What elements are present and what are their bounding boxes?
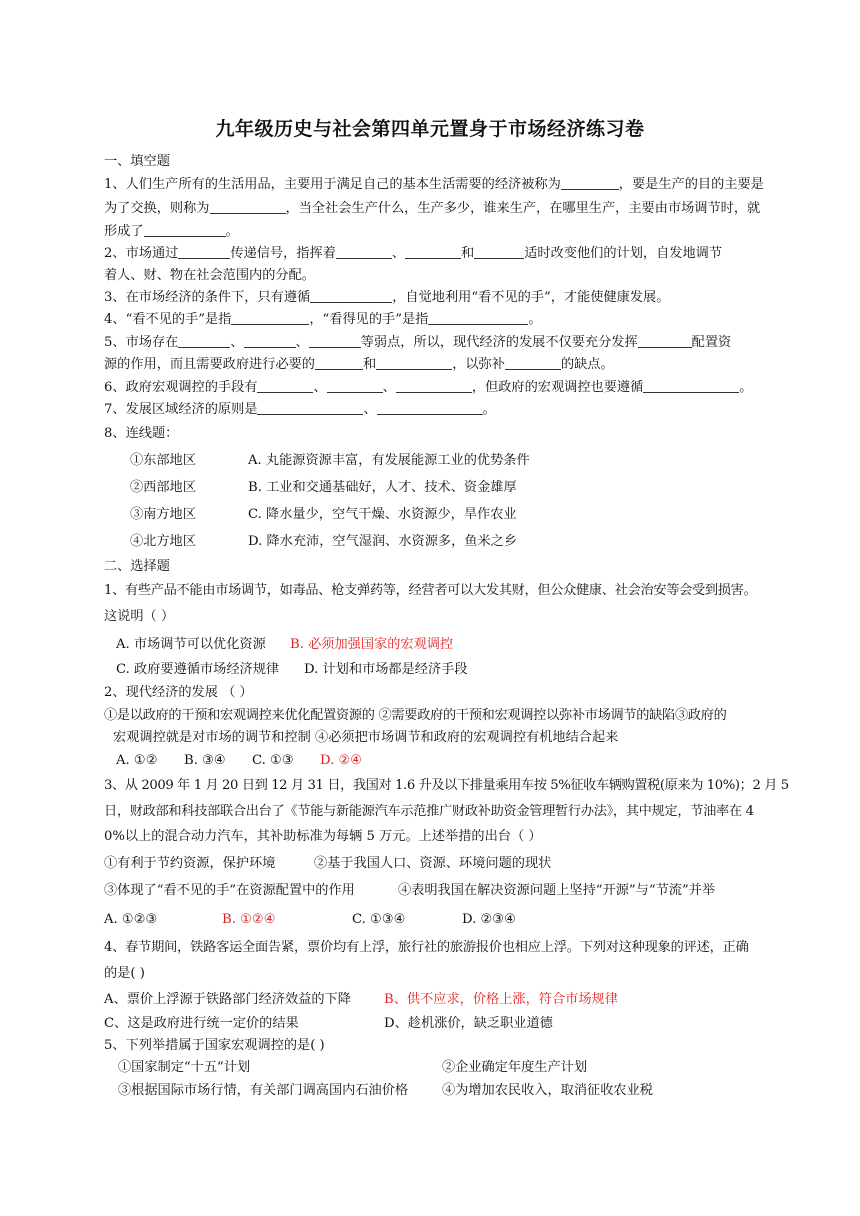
statement-4: ④为增加农民收入，取消征收农业税 bbox=[442, 1083, 653, 1098]
q4-line: 4、“看不见的手”是指 ，“看得见的手”是指 。 bbox=[104, 312, 542, 327]
match-row bbox=[130, 451, 790, 471]
q1-line3: 形成了 。 bbox=[104, 224, 239, 239]
s2-q4-options-ab bbox=[104, 990, 764, 1010]
match-left-item[interactable]: ①东部地区 bbox=[130, 453, 196, 468]
blank[interactable] bbox=[377, 400, 483, 415]
option-c[interactable]: C. 政府要遵循市场经济规律 bbox=[116, 662, 280, 677]
blank[interactable] bbox=[327, 378, 383, 393]
section-heading-fill-blank: 一、填空题 bbox=[104, 154, 170, 169]
s2-q2-options bbox=[116, 751, 776, 771]
match-right-item[interactable]: C. 降水量少，空气干燥、水资源少，旱作农业 bbox=[248, 507, 517, 522]
option-b-answer[interactable]: B. ①②④ bbox=[222, 912, 276, 927]
blank[interactable] bbox=[178, 333, 230, 348]
blank[interactable] bbox=[428, 310, 528, 325]
s2-q1-options-ab bbox=[116, 635, 776, 655]
s2-q3-line2: 日，财政部和科技部联合出台了《节能与新能源汽车示范推广财政补助资金管理暂行办法》，其中规定，节油率在 4 bbox=[104, 804, 754, 819]
s2-q3-statements-34 bbox=[104, 881, 764, 901]
option-c[interactable]: C. ①③ bbox=[252, 753, 294, 768]
blank[interactable] bbox=[643, 378, 739, 393]
blank[interactable] bbox=[561, 175, 619, 190]
option-d[interactable]: D、趁机涨价，缺乏职业道德 bbox=[384, 1016, 553, 1031]
option-a[interactable]: A. 市场调节可以优化资源 bbox=[116, 637, 266, 652]
s2-q3-options bbox=[104, 910, 764, 930]
blank[interactable] bbox=[638, 333, 692, 348]
q5-line2: 源的作用，而且需要政府进行必要的 和 ，以弥补 的缺点。 bbox=[104, 357, 614, 372]
match-right-item[interactable]: B. 工业和交通基础好，人才、技术、资金雄厚 bbox=[248, 480, 517, 495]
q1-line1: 1、人们生产所有的生活用品，主要用于满足自己的基本生活需要的经济被称为 ，要是生产的目的主要是 bbox=[104, 177, 764, 192]
blank[interactable] bbox=[257, 400, 363, 415]
option-a[interactable]: A、票价上浮源于铁路部门经济效益的下降 bbox=[104, 992, 351, 1007]
blank[interactable] bbox=[244, 333, 296, 348]
blank[interactable] bbox=[315, 355, 363, 370]
q8-heading: 8、连线题： bbox=[104, 426, 179, 441]
s2-q5-stem: 5、下列举措属于国家宏观调控的是( ) bbox=[104, 1038, 325, 1053]
blank[interactable] bbox=[336, 244, 392, 259]
s2-q2-line1: ①是以政府的干预和宏观调控来优化配置资源的 ②需要政府的干预和宏观调控以弥补市场调节的缺陷③政府的 bbox=[104, 708, 727, 723]
section-heading-choice: 二、选择题 bbox=[104, 559, 170, 574]
statement-4: ④表明我国在解决资源问题上坚持“开源”与“节流”并举 bbox=[398, 883, 716, 898]
s2-q1-options-cd bbox=[116, 660, 776, 680]
q6-line: 6、政府宏观调控的手段有 、 、 ，但政府的宏观调控也要遵循 。 bbox=[104, 380, 753, 395]
option-d-answer[interactable]: D. ②④ bbox=[320, 753, 363, 768]
s2-q2-stem: 2、现代经济的发展 （ ） bbox=[104, 685, 253, 700]
s2-q4-line1: 4、春节期间，铁路客运全面告紧，票价均有上浮，旅行社的旅游报价也相应上浮。下列对这种现象的评述，正确 bbox=[104, 940, 749, 955]
match-left-item[interactable]: ④北方地区 bbox=[130, 534, 196, 549]
blank[interactable] bbox=[309, 333, 361, 348]
s2-q5-statements-34 bbox=[118, 1081, 778, 1101]
q3-line: 3、在市场经济的条件下，只有遵循 ，自觉地利用“看不见的手”，才能使健康发展。 bbox=[104, 290, 670, 305]
s2-q2-line2: 宏观调控就是对市场的调节和控制 ④必须把市场调节和政府的宏观调控有机地结合起来 bbox=[113, 730, 619, 745]
q7-line: 7、发展区域经济的原则是 、 。 bbox=[104, 402, 496, 417]
s2-q1-line1: 1、有些产品不能由市场调节，如毒品、枪支弹药等，经营者可以大发其财，但公众健康、社会治安等会受到损害。 bbox=[104, 583, 757, 598]
option-d[interactable]: D. 计划和市场都是经济手段 bbox=[304, 662, 468, 677]
blank[interactable] bbox=[474, 244, 524, 259]
s2-q3-line1: 3、从 2009 年 1 月 20 日到 12 月 31 日，我国对 1.6 升及以下排量乘用车按 5%征收车辆购置税(原来为 10%)；2 月 5 bbox=[104, 778, 789, 793]
statement-1: ①有利于节约资源，保护环境 bbox=[104, 856, 276, 871]
blank[interactable] bbox=[505, 355, 561, 370]
statement-1: ①国家制定“十五”计划 bbox=[118, 1060, 251, 1075]
blank[interactable] bbox=[144, 222, 226, 237]
q2-line2: 着人、财、物在社会范围内的分配。 bbox=[104, 268, 315, 283]
page-title: 九年级历史与社会第四单元置身于市场经济练习卷 bbox=[215, 118, 645, 140]
q5-line1: 5、市场存在 、 、 等弱点，所以，现代经济的发展不仅要充分发挥 配置资 bbox=[104, 335, 732, 350]
match-row bbox=[130, 478, 790, 498]
blank[interactable] bbox=[210, 199, 286, 214]
option-d[interactable]: D. ②③④ bbox=[462, 912, 516, 927]
match-right-item[interactable]: D. 降水充沛，空气湿润、水资源多，鱼米之乡 bbox=[248, 534, 518, 549]
option-c[interactable]: C. ①③④ bbox=[352, 912, 406, 927]
blank[interactable] bbox=[396, 378, 472, 393]
blank[interactable] bbox=[178, 244, 230, 259]
statement-3: ③体现了“看不见的手”在资源配置中的作用 bbox=[104, 883, 355, 898]
match-left-item[interactable]: ③南方地区 bbox=[130, 507, 196, 522]
option-b[interactable]: B. ③④ bbox=[184, 753, 226, 768]
match-right-item[interactable]: A. 丸能源资源丰富，有发展能源工业的优势条件 bbox=[248, 453, 530, 468]
option-a[interactable]: A. ①②③ bbox=[104, 912, 158, 927]
s2-q3-statements-12 bbox=[104, 854, 764, 874]
q1-line2: 为了交换，则称为 ，当全社会生产什么，生产多少，谁来生产，在哪里生产，主要由市场调节时，就 bbox=[104, 201, 761, 216]
statement-3: ③根据国际市场行情，有关部门调高国内石油价格 bbox=[118, 1083, 409, 1098]
s2-q4-options-cd bbox=[104, 1014, 764, 1034]
blank[interactable] bbox=[376, 355, 452, 370]
s2-q5-statements-12 bbox=[118, 1058, 778, 1078]
match-left-item[interactable]: ②西部地区 bbox=[130, 480, 196, 495]
option-b-answer[interactable]: B、供不应求，价格上涨，符合市场规律 bbox=[384, 992, 618, 1007]
statement-2: ②企业确定年度生产计划 bbox=[442, 1060, 588, 1075]
option-b-answer[interactable]: B. 必须加强国家的宏观调控 bbox=[290, 637, 454, 652]
option-a[interactable]: A. ①② bbox=[116, 753, 158, 768]
blank[interactable] bbox=[405, 244, 461, 259]
s2-q3-line3: 0%以上的混合动力汽车，其补助标准为每辆 5 万元。上述举措的出台（ ） bbox=[104, 829, 542, 844]
s2-q4-line2: 的是( ) bbox=[104, 966, 145, 981]
match-row bbox=[130, 532, 790, 552]
blank[interactable] bbox=[310, 288, 392, 303]
blank[interactable] bbox=[257, 378, 313, 393]
q2-line1: 2、市场通过 传递信号，指挥着 、 和 适时改变他们的计划，自发地调节 bbox=[104, 246, 723, 261]
blank[interactable] bbox=[231, 310, 309, 325]
statement-2: ②基于我国人口、资源、环境问题的现状 bbox=[314, 856, 552, 871]
match-row bbox=[130, 505, 790, 525]
s2-q1-line2: 这说明（ ） bbox=[104, 609, 175, 624]
option-c[interactable]: C、这是政府进行统一定价的结果 bbox=[104, 1016, 299, 1031]
